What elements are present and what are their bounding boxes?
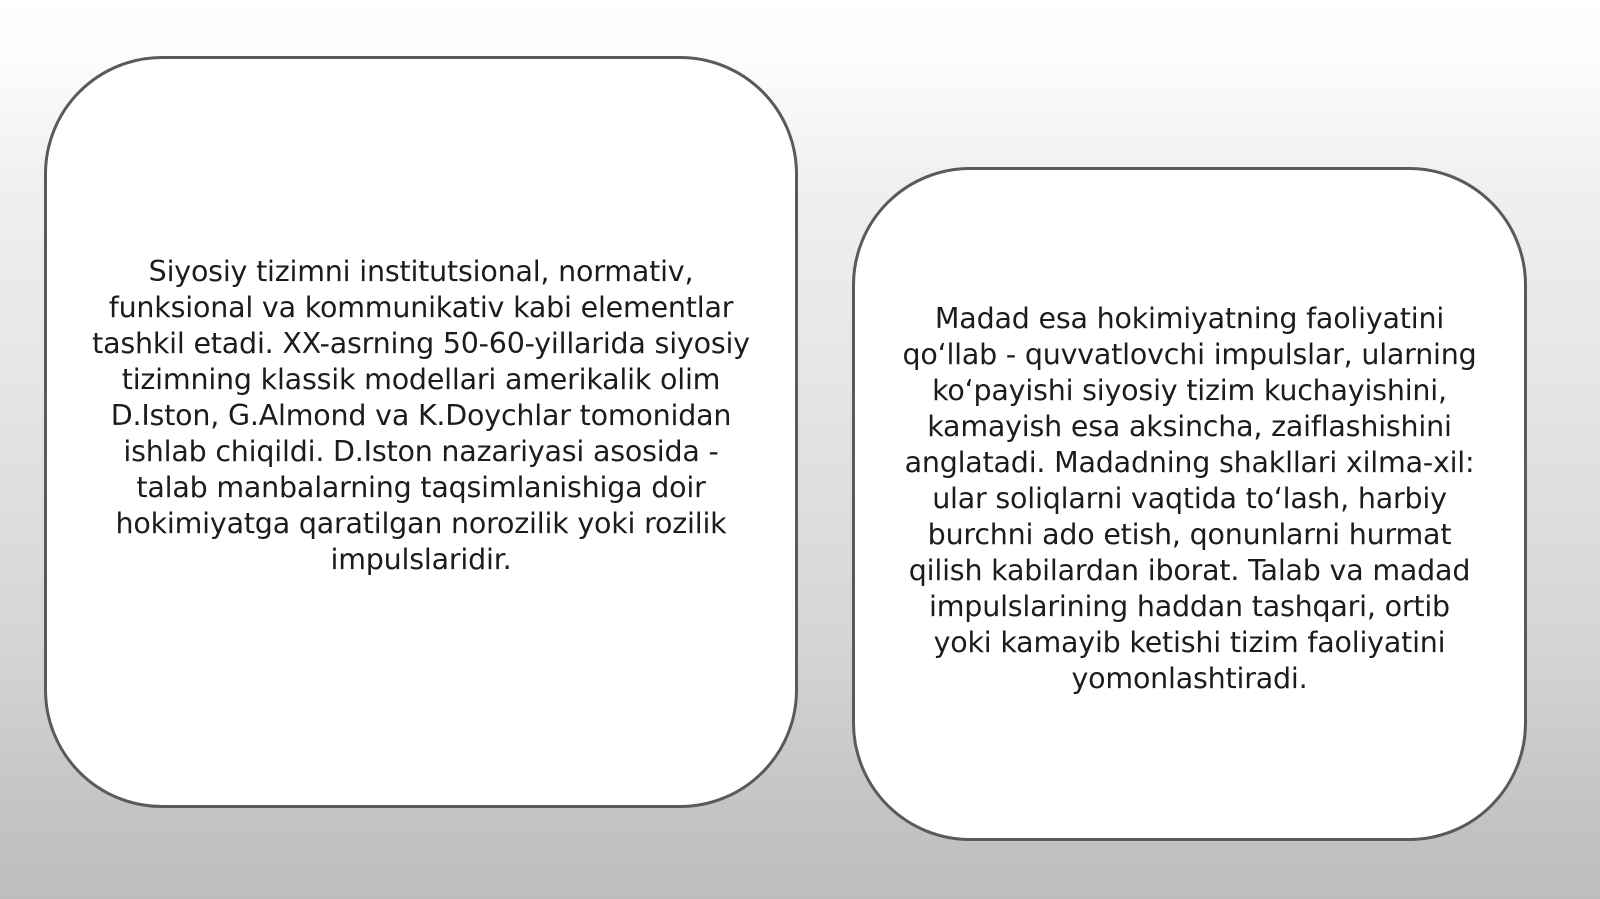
left-text-card — [44, 56, 798, 808]
right-text-card — [852, 167, 1527, 841]
left-card-text: Siyosiy tizimni institutsional, normativ, funksional va kommunikativ kabi elementlar tashkil etadi. XX-asrning 50-60-yillarida siyosiy tizimning klassik modellari amerikalik olim D.Iston, G.Almond va K.Doychlar tomonidan ishlab chiqildi. D.Iston nazariyasi asosida - talab manbalarning taqsimlanishiga doir hokimiyatga qaratilgan norozilik yoki rozilik impulslaridir. — [92, 255, 750, 576]
right-card-text: Madad esa hokimiyatning faoliyatini qo‘llab - quvvatlovchi impulslar, ularning ko‘payishi siyosiy tizim kuchayishini, kamayish esa aksincha, zaiflashishini anglatadi. Madadning shakllari xilma-xil: ular soliqlarni vaqtida to‘lash, harbiy burchni ado etish, qonunlarni hurmat qilish kabilardan iborat. Talab va madad impulslarining haddan tashqari, ortib yoki kamayib ketishi tizim faoliyatini yomonlashtiradi. — [902, 302, 1477, 695]
